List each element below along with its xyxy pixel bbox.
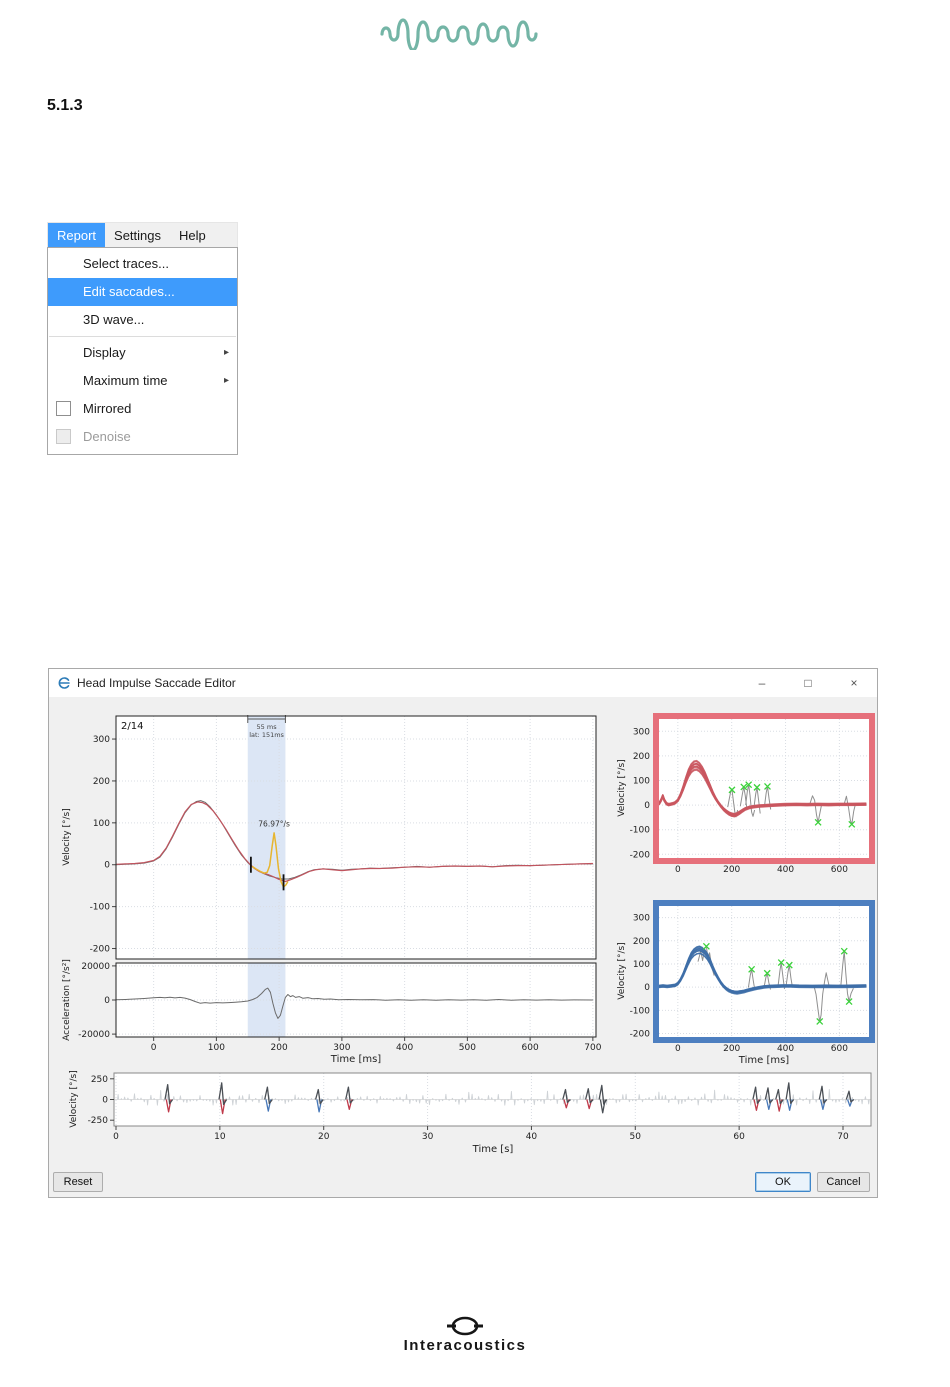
svg-text:Time [s]: Time [s]	[472, 1144, 514, 1155]
cancel-button[interactable]: Cancel	[817, 1172, 870, 1192]
svg-text:lat: 151ms: lat: 151ms	[249, 731, 284, 739]
svg-text:300: 300	[632, 727, 650, 738]
svg-text:-100: -100	[89, 902, 110, 913]
dialog-titlebar[interactable]	[49, 669, 877, 697]
submenu-arrow-icon: ▸	[223, 347, 229, 358]
report-menu	[47, 222, 238, 455]
saccade-editor-charts[interactable]	[49, 669, 877, 1165]
ok-button[interactable]: OK	[755, 1172, 811, 1192]
svg-text:0: 0	[644, 983, 650, 994]
svg-text:0: 0	[102, 1095, 108, 1106]
svg-text:200: 200	[723, 1044, 741, 1054]
svg-text:200: 200	[632, 751, 650, 762]
svg-text:300: 300	[333, 1043, 351, 1053]
svg-text:-200: -200	[89, 944, 110, 955]
svg-text:-100: -100	[629, 825, 650, 836]
svg-text:Time [ms]: Time [ms]	[738, 1055, 790, 1066]
svg-text:100: 100	[632, 776, 650, 787]
menu-separator	[49, 336, 236, 337]
menu-item-3d-wave[interactable]: 3D wave...	[83, 312, 145, 327]
svg-text:-250: -250	[87, 1116, 108, 1127]
menu-item-label: Denoise	[83, 429, 131, 444]
interacoustics-eye-icon	[447, 1316, 483, 1336]
svg-text:300: 300	[632, 913, 650, 924]
footer-logo	[380, 1316, 550, 1354]
svg-text:400: 400	[776, 1044, 795, 1054]
svg-text:0: 0	[674, 865, 681, 875]
menu-bar-item-settings[interactable]: Settings	[114, 227, 162, 243]
svg-text:76.97°/s: 76.97°/s	[258, 819, 290, 829]
svg-text:40: 40	[525, 1132, 538, 1142]
svg-text:600: 600	[521, 1043, 539, 1053]
menu-bar-item-report[interactable]: Report	[48, 223, 105, 247]
svg-text:100: 100	[632, 959, 650, 970]
menu-item-label: Mirrored	[83, 401, 132, 416]
report-dropdown	[47, 247, 238, 455]
menu-item-denoise	[48, 423, 237, 451]
svg-text:70: 70	[837, 1132, 849, 1142]
svg-text:Time [ms]: Time [ms]	[330, 1054, 382, 1065]
minimize-button[interactable]	[739, 669, 785, 697]
svg-text:600: 600	[830, 865, 848, 875]
mirrored-checkbox[interactable]	[56, 401, 71, 416]
window-controls	[739, 669, 877, 697]
svg-text:0: 0	[150, 1043, 157, 1053]
svg-text:-100: -100	[629, 1006, 650, 1017]
app-icon	[57, 676, 71, 690]
menu-item-label: Display	[83, 345, 126, 360]
svg-text:60: 60	[733, 1132, 745, 1142]
close-button[interactable]	[831, 669, 877, 697]
denoise-checkbox	[56, 429, 71, 444]
svg-text:200: 200	[723, 865, 741, 875]
menu-item-label: Maximum time	[83, 373, 168, 388]
brand-squiggle-icon	[378, 6, 548, 50]
svg-text:0: 0	[644, 801, 650, 812]
svg-text:50: 50	[629, 1132, 642, 1142]
section-heading: 5.1.3	[47, 97, 83, 114]
menu-bar	[47, 222, 238, 247]
svg-text:100: 100	[92, 818, 110, 829]
svg-text:Velocity [°/s]: Velocity [°/s]	[62, 808, 72, 866]
svg-text:Velocity [°/s]: Velocity [°/s]	[69, 1070, 79, 1128]
svg-text:30: 30	[421, 1132, 434, 1142]
svg-text:0: 0	[104, 996, 110, 1006]
svg-text:200: 200	[270, 1043, 288, 1053]
maximize-icon: □	[804, 676, 812, 690]
svg-text:700: 700	[584, 1043, 602, 1053]
svg-text:10: 10	[214, 1132, 226, 1142]
menu-bar-item-help[interactable]: Help	[179, 227, 206, 243]
svg-text:0: 0	[674, 1044, 681, 1054]
svg-text:-200: -200	[629, 1029, 650, 1040]
svg-text:100: 100	[207, 1043, 225, 1053]
svg-text:400: 400	[776, 865, 795, 875]
reset-button[interactable]: Reset	[53, 1172, 103, 1192]
svg-text:-200: -200	[629, 850, 650, 861]
footer-brand-text: Interacoustics	[403, 1337, 527, 1354]
svg-text:20: 20	[317, 1132, 330, 1142]
menu-item-edit-saccades[interactable]: Edit saccades...	[48, 278, 237, 306]
menu-item-maximum-time[interactable]	[48, 367, 237, 395]
svg-text:300: 300	[92, 735, 110, 746]
svg-text:600: 600	[830, 1044, 848, 1054]
svg-text:0: 0	[113, 1132, 119, 1142]
menu-item-select-traces[interactable]: Select traces...	[83, 256, 169, 271]
svg-text:Acceleration [°/s²]: Acceleration [°/s²]	[62, 959, 72, 1041]
svg-text:-20000: -20000	[78, 1030, 110, 1041]
svg-text:Velocity [°/s]: Velocity [°/s]	[617, 759, 627, 817]
svg-text:200: 200	[632, 936, 650, 947]
svg-text:500: 500	[458, 1043, 476, 1053]
maximize-button[interactable]	[785, 669, 831, 697]
header-logo	[378, 6, 548, 50]
close-icon: ×	[850, 676, 858, 690]
svg-text:250: 250	[90, 1074, 108, 1085]
menu-item-mirrored[interactable]	[48, 395, 237, 423]
svg-text:0: 0	[104, 860, 110, 871]
svg-text:200: 200	[92, 776, 110, 787]
svg-text:2/14: 2/14	[121, 721, 144, 732]
svg-text:55 ms: 55 ms	[256, 723, 277, 731]
minimize-icon: –	[758, 676, 766, 690]
dialog-title: Head Impulse Saccade Editor	[77, 676, 236, 690]
saccade-editor-dialog	[48, 668, 878, 1198]
submenu-arrow-icon: ▸	[223, 375, 229, 386]
svg-text:Velocity [°/s]: Velocity [°/s]	[617, 942, 627, 1000]
svg-text:400: 400	[396, 1043, 414, 1053]
menu-item-display[interactable]	[48, 339, 237, 367]
svg-text:20000: 20000	[81, 961, 110, 972]
